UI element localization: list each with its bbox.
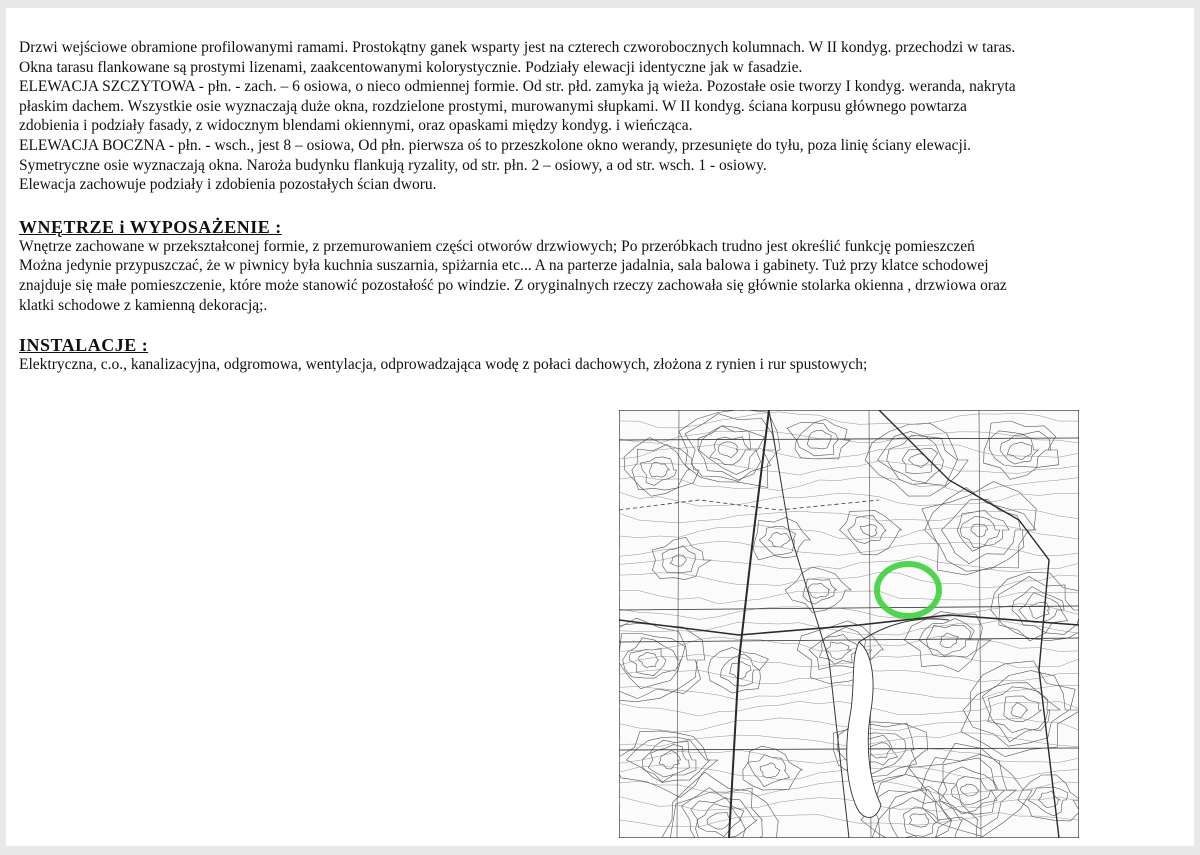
interior-heading: WNĘTRZE i WYPOSAŻENIE : <box>19 216 282 237</box>
scan-edge-right <box>1194 0 1200 855</box>
spacer <box>19 315 1184 335</box>
intro-line: ELEWACJA SZCZYTOWA - płn. - zach. – 6 osiowa, o nieco odmiennej formie. Od str. płd. zamyka ją wieża. Pozostałe osie tworzy I kondyg. weranda, nakryta <box>19 78 1016 96</box>
interior-line: znajduje się małe pomieszczenie, które może stanowić pozostałość po windzie. Z oryginalnych rzeczy zachowała się głównie stolarka okienna , drzwiowa oraz <box>19 276 1007 294</box>
intro-line: ELEWACJA BOCZNA - płn. - wsch., jest 8 – osiowa, Od płn. pierwsza oś to przeszkolone okno werandy, przesunięte do tyłu, poza linię ściany elewacji. <box>19 136 972 154</box>
interior-line: Można jedynie przypuszczać, że w piwnicy była kuchnia suszarnia, spiżarnia etc... A na parterze jadalnia, sala balowa i gabinety. Tuż przy klatce schodowej <box>19 257 989 275</box>
document-text <box>19 38 1184 375</box>
intro-line: Drzwi wejściowe obramione profilowanymi ramami. Prostokątny ganek wsparty jest na czterech czworobocznych kolumnach. W II kondyg. przechodzi w taras. <box>19 39 1016 56</box>
topographic-map-image <box>619 410 1079 838</box>
intro-line: Symetryczne osie wyznaczają okna. Naroża budynku flankują ryzality, od str. płn. 2 – osiowy, a od str. wsch. 1 - osiowy. <box>19 156 767 174</box>
intro-line: Elewacja zachowuje podziały i zdobienia pozostałych ścian dworu. <box>19 176 437 194</box>
topographic-map <box>619 410 1079 838</box>
scan-edge-top <box>0 0 1200 8</box>
scan-edge-left <box>0 0 6 855</box>
installations-heading: INSTALACJE : <box>19 335 149 356</box>
interior-line: klatki schodowe z kamienną dekoracją;. <box>19 296 268 314</box>
spacer <box>19 195 1184 217</box>
installations-line: Elektryczna, c.o., kanalizacyjna, odgromowa, wentylacja, odprowadzająca wodę z połaci dachowych, złożona z rynien i rur spustowych; <box>19 356 868 374</box>
intro-line: zdobienia i podziały fasady, z widocznym blendami okiennymi, oraz opaskami między kondyg. i wieńcząca. <box>19 117 693 135</box>
interior-line: Wnętrze zachowane w przekształconej formie, z przemurowaniem części otworów drzwiowych; Po przeróbkach trudno jest określić funkcję pomieszczeń <box>19 237 975 255</box>
intro-line: płaskim dachem. Wszystkie osie wyznaczają duże okna, rozdzielone prostymi, murowanymi słupkami. W II kondyg. ściana korpusu głównego powtarza <box>19 97 967 115</box>
scan-edge-bottom <box>0 846 1200 855</box>
intro-line: Okna tarasu flankowane są prostymi lizenami, zaakcentowanymi kolorystycznie. Podziały elewacji identyczne jak w fasadzie. <box>19 58 803 76</box>
